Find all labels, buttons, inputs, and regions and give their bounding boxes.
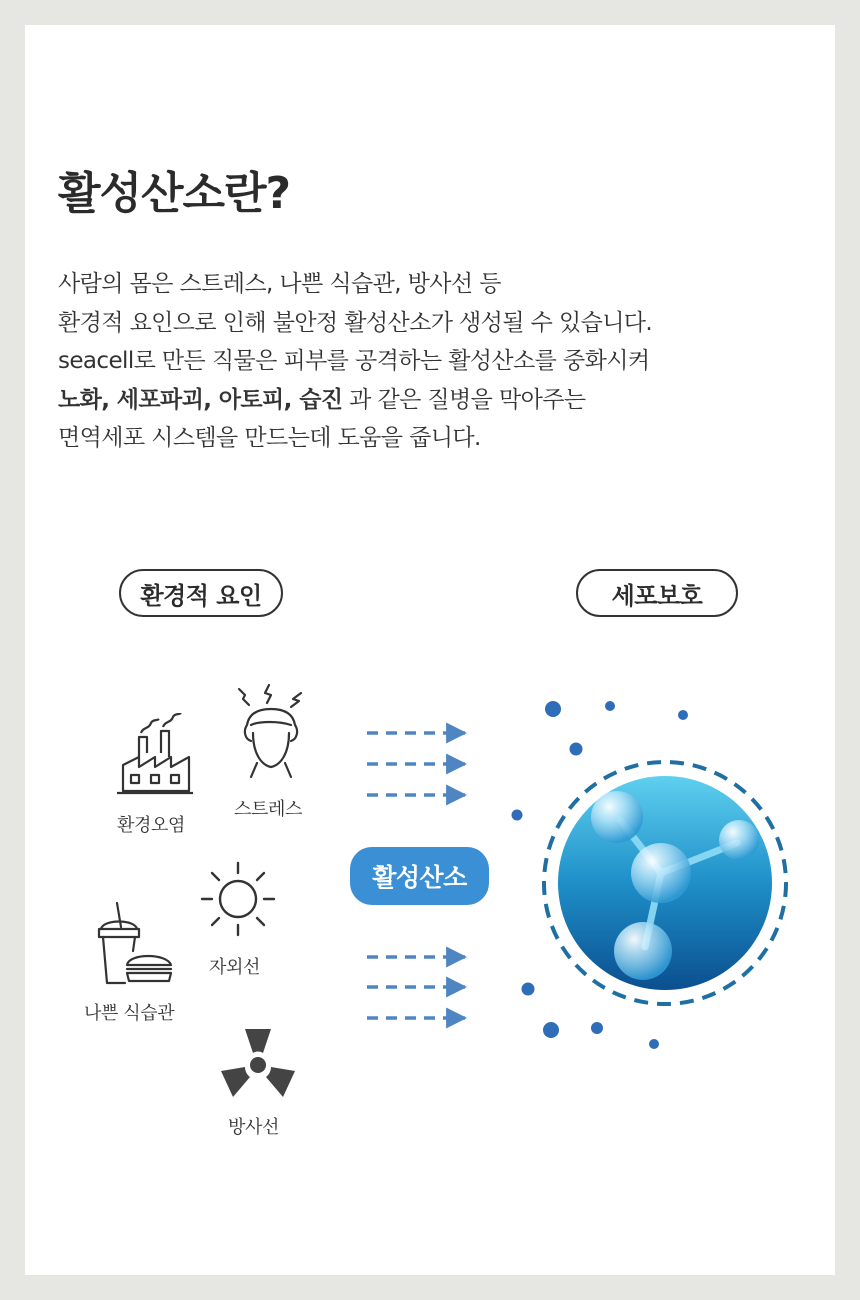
radiation-label: 방사선 (228, 1117, 279, 1138)
radiation-icon (219, 1027, 297, 1101)
description-line-4 (58, 381, 798, 420)
pollution-label: 환경오염 (117, 815, 185, 836)
content-card (25, 25, 835, 1275)
ros-badge: 활성산소 (350, 847, 489, 905)
bad-diet-label: 나쁜 식습관 (84, 1003, 175, 1024)
stressed-head-icon (235, 683, 309, 783)
stress-label: 스트레스 (234, 799, 302, 820)
sun-icon (200, 861, 276, 937)
description-diseases: 노화, 세포파괴, 아토피, 습진 (58, 386, 343, 413)
description-line-5: 면역세포 시스템을 만드는데 도움을 줍니다. (58, 425, 481, 451)
page-title: 활성산소란? (58, 168, 291, 219)
description-line-2: 환경적 요인으로 인해 불안정 활성산소가 생성될 수 있습니다. (58, 309, 653, 336)
fast-food-icon (95, 901, 177, 987)
description-line-1: 사람의 몸은 스트레스, 나쁜 식습관, 방사선 등 (58, 271, 501, 297)
cell-protection-pill: 세포보호 (576, 569, 738, 617)
description (58, 265, 798, 458)
description-line-4-rest: 과 같은 질병을 막아주는 (342, 386, 586, 413)
uv-label: 자외선 (209, 957, 260, 978)
factory-icon (117, 713, 193, 797)
environment-factor-pill: 환경적 요인 (119, 569, 283, 617)
description-line-3: seacell로 만든 직물은 피부를 공격하는 활성산소를 중화시켜 (58, 348, 650, 374)
